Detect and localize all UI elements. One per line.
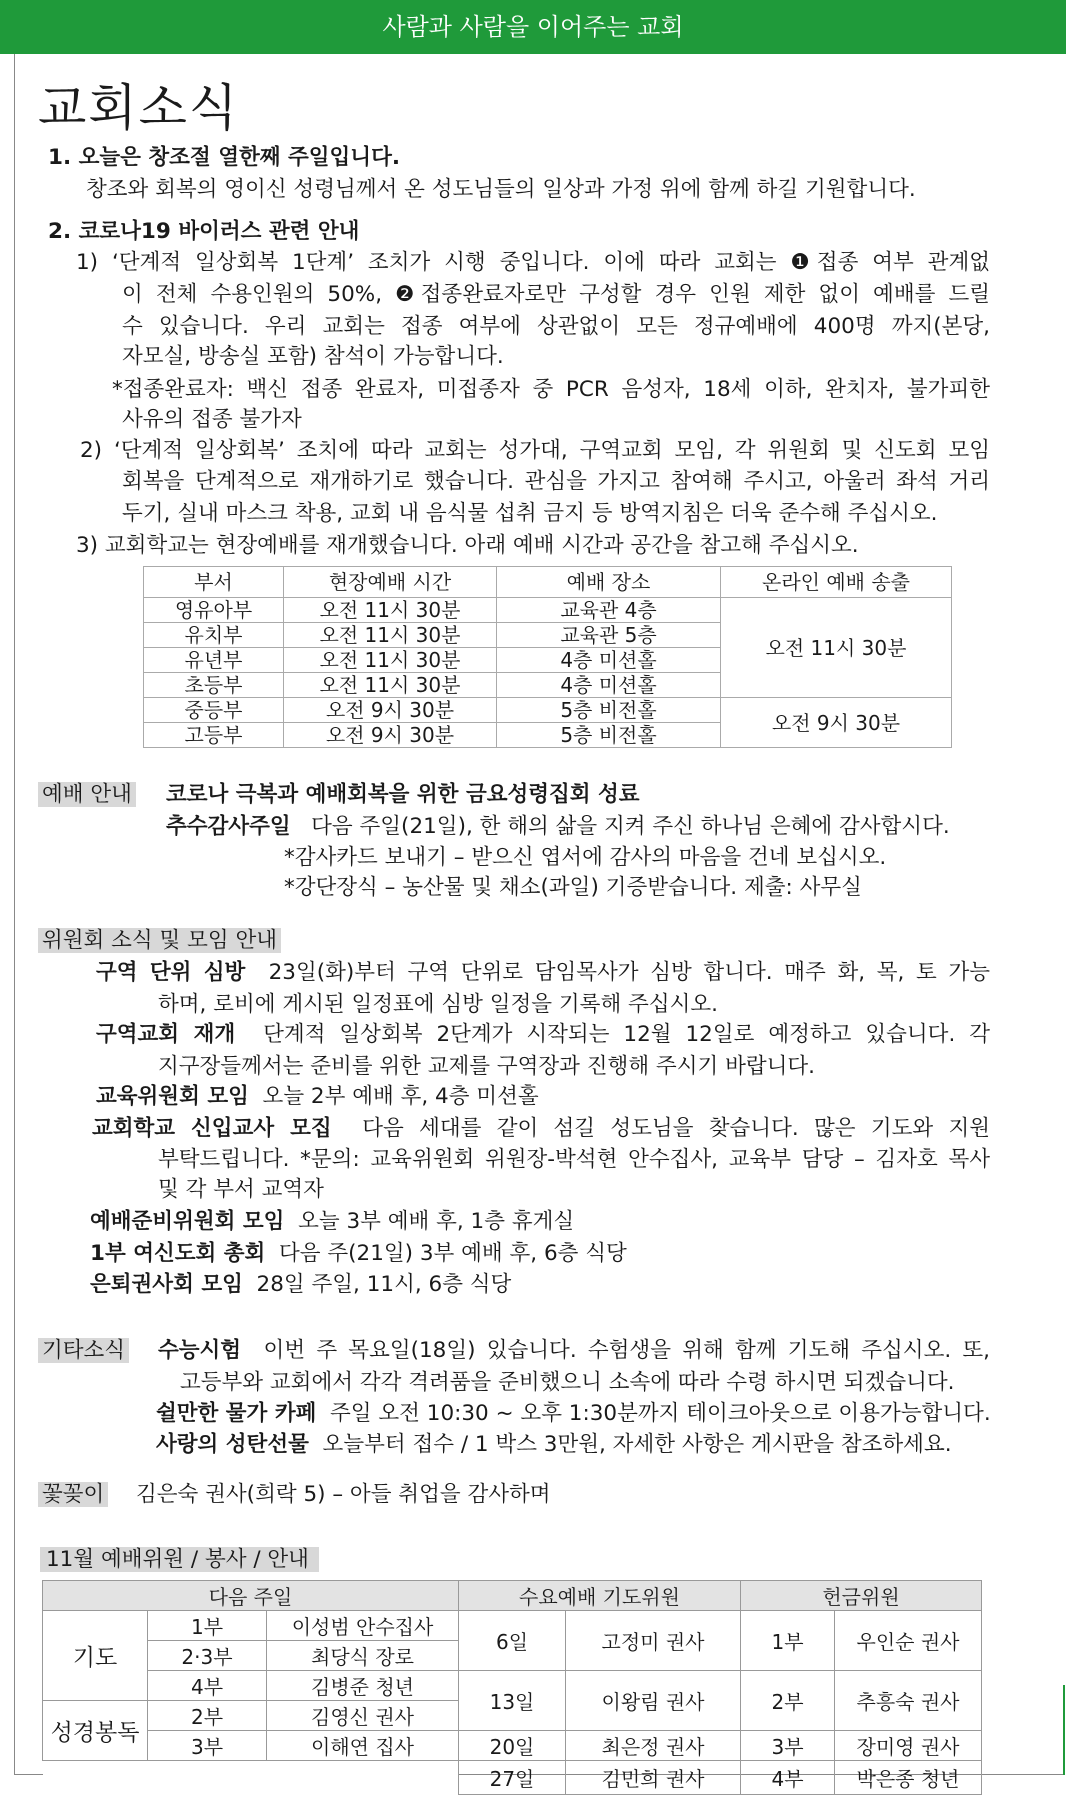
table-cell: 3부 [741, 1731, 835, 1761]
table-row [43, 1671, 982, 1701]
table-cell: 중등부 [144, 698, 284, 723]
table-cell: 1부 [148, 1611, 267, 1641]
worship-section-label: 예배 안내 [38, 782, 136, 807]
column-header: 다음 주일 [43, 1581, 459, 1611]
column-header: 예배 장소 [497, 567, 721, 598]
section-1-heading: 1. 오늘은 창조절 열한째 주일입니다. [48, 145, 401, 170]
table-cell: 오전 9시 30분 [284, 723, 497, 748]
committee-item-text: 다음 세대를 같이 섬길 성도님을 찾습니다. 많은 기도와 지원 [362, 1116, 990, 1141]
table-row [43, 1731, 982, 1761]
committee-item-label: 은퇴권사회 모임 [90, 1272, 243, 1297]
table-cell: 5층 비전홀 [497, 723, 721, 748]
thanksgiving-label: 추수감사주일 [166, 814, 291, 839]
header-banner: 사람과 사람을 이어주는 교회 [0, 0, 1066, 54]
s2-p1-line-3: 수 있습니다. 우리 교회는 접종 여부에 상관없이 모든 정규예배에 400명 까지(본당, [122, 314, 990, 339]
column-header: 수요예배 기도위원 [459, 1581, 741, 1611]
committee-item-2b: 지구장들께서는 준비를 위한 교제를 구역장과 진행해 주시기 바랍니다. [158, 1054, 815, 1079]
s2-p2-line-2: 회복을 단계적으로 재개하기로 했습니다. 관심을 가지고 참여해 주시고, 아울러 좌석 거리 [122, 469, 990, 494]
table-cell: 이왕림 권사 [566, 1671, 741, 1731]
etc-item-3 [156, 1430, 952, 1460]
etc-item-text: 주일 오전 10:30 ~ 오후 1:30분까지 테이크아웃으로 이용가능합니다. [330, 1401, 991, 1426]
table-row [43, 1611, 982, 1641]
table-cell: 이성범 안수집사 [267, 1611, 459, 1641]
roster-table [42, 1580, 982, 1795]
table-cell: 김민희 권사 [566, 1761, 741, 1795]
table-cell: 유치부 [144, 623, 284, 648]
group-cell: 기도 [43, 1611, 148, 1701]
etc-section-label: 기타소식 [38, 1338, 129, 1363]
table-cell: 오전 11시 30분 [284, 598, 497, 623]
table-cell: 오전 11시 30분 [284, 648, 497, 673]
committee-item-3 [96, 1082, 539, 1112]
committee-item-text: 23일(화)부터 구역 단위로 담임목사가 심방 합니다. 매주 화, 목, 토 가능 [268, 960, 990, 985]
committee-item-7 [90, 1270, 511, 1300]
s2-note-line-1: *접종완료자: 백신 접종 완료자, 미접종자 중 PCR 음성자, 18세 이하, 완치자, 불가피한 [112, 377, 990, 402]
committee-item-1b: 하며, 로비에 게시된 일정표에 심방 일정을 기록해 주십시오. [158, 992, 718, 1017]
table-header-row [43, 1581, 982, 1611]
frame-right-accent [1063, 1685, 1065, 1775]
s2-p1-line-2: 이 전체 수용인원의 50%, ❷접종완료자로만 구성할 경우 인원 제한 없이 예배를 드릴 [122, 282, 990, 307]
table-cell: 오전 11시 30분 [284, 673, 497, 698]
table-cell: 고정미 권사 [566, 1611, 741, 1671]
table-cell: 추흥숙 권사 [835, 1671, 982, 1731]
worship-line-1: 코로나 극복과 예배회복을 위한 금요성령집회 성료 [166, 782, 640, 807]
table-cell: 4부 [741, 1761, 835, 1795]
committee-item-6 [90, 1239, 627, 1269]
committee-item-text: 오늘 2부 예배 후, 4층 미션홀 [262, 1084, 539, 1109]
frame-left-border [14, 54, 15, 1774]
table-cell: 20일 [459, 1731, 566, 1761]
worship-line-3: *감사카드 보내기 – 받으신 엽서에 감사의 마음을 건네 보십시오. [284, 845, 887, 870]
table-cell: 최은정 권사 [566, 1731, 741, 1761]
table-cell: 박은종 청년 [835, 1761, 982, 1795]
online-time-cell: 오전 9시 30분 [721, 698, 952, 748]
committee-item-text: 다음 주(21일) 3부 예배 후, 6층 식당 [279, 1241, 627, 1266]
committee-item-1 [96, 958, 990, 988]
table-cell: 이해연 집사 [267, 1731, 459, 1761]
committee-item-label: 예배준비위원회 모임 [90, 1209, 285, 1234]
table-cell: 4부 [148, 1671, 267, 1701]
committee-section-label: 위원회 소식 및 모임 안내 [38, 928, 281, 953]
thanksgiving-text: 다음 주일(21일), 한 해의 삶을 지켜 주신 하나님 은혜에 감사합시다. [311, 814, 950, 839]
table-cell: 2부 [741, 1671, 835, 1731]
school-schedule-table [143, 566, 952, 748]
table-cell: 김영신 권사 [267, 1701, 459, 1731]
committee-item-label: 1부 여신도회 총회 [90, 1241, 266, 1266]
s2-p1-line-4: 자모실, 방송실 포함) 참석이 가능합니다. [122, 344, 504, 369]
table-cell: 2부 [148, 1701, 267, 1731]
online-time-cell: 오전 11시 30분 [721, 598, 952, 698]
page-title: 교회소식 [38, 79, 240, 137]
table-cell: 오전 9시 30분 [284, 698, 497, 723]
etc-item-label: 수능시험 [158, 1338, 242, 1363]
etc-item-text: 이번 주 목요일(18일) 있습니다. 수험생을 위해 함께 기도해 주십시오. 또, [263, 1338, 990, 1363]
table-cell: 영유아부 [144, 598, 284, 623]
committee-item-5 [90, 1207, 574, 1237]
table-cell: 오전 11시 30분 [284, 623, 497, 648]
table-cell: 초등부 [144, 673, 284, 698]
committee-item-4 [92, 1114, 990, 1144]
etc-item-2 [156, 1399, 991, 1429]
roster-title: 11월 예배위원 / 봉사 / 안내 [40, 1547, 319, 1572]
committee-item-text: 28일 주일, 11시, 6층 식당 [256, 1272, 512, 1297]
table-cell: 3부 [148, 1731, 267, 1761]
etc-item-label: 사랑의 성탄선물 [156, 1432, 309, 1457]
committee-item-4c: 및 각 부서 교역자 [158, 1177, 324, 1202]
table-cell: 4층 미션홀 [497, 648, 721, 673]
s2-note-line-2: 사유의 접종 불가자 [122, 407, 302, 432]
committee-item-label: 구역 단위 심방 [96, 960, 246, 985]
committee-item-text: 단계적 일상회복 2단계가 시작되는 12월 12일로 예정하고 있습니다. 각 [263, 1022, 991, 1047]
committee-item-label: 교회학교 신입교사 모집 [92, 1116, 332, 1141]
table-row [144, 598, 952, 623]
column-header: 부서 [144, 567, 284, 598]
section-1-body: 창조와 회복의 영이신 성령님께서 온 성도님들의 일상과 가정 위에 함께 하길 기원합니다. [86, 177, 916, 202]
committee-item-4b: 부탁드립니다. *문의: 교육위원회 위원장-박석현 안수집사, 교육부 담당 – 김자호 목사 [158, 1147, 990, 1172]
s2-p2-line-3: 두기, 실내 마스크 착용, 교회 내 음식물 섭취 금지 등 방역지침은 더욱 준수해 주십시오. [122, 501, 938, 526]
table-row [144, 698, 952, 723]
table-cell: 2·3부 [148, 1641, 267, 1671]
etc-item-text: 오늘부터 접수 / 1 박스 3만원, 자세한 사항은 게시판을 참조하세요. [322, 1432, 952, 1457]
table-cell: 13일 [459, 1671, 566, 1731]
s2-p3: 3) 교회학교는 현장예배를 재개했습니다. 아래 예배 시간과 공간을 참고해 주십시오. [76, 533, 859, 558]
etc-item-1b: 고등부와 교회에서 각각 격려품을 준비했으니 소속에 따라 수령 하시면 되겠습니다. [180, 1370, 955, 1395]
committee-item-label: 교육위원회 모임 [96, 1084, 249, 1109]
worship-line-4: *강단장식 – 농산물 및 채소(과일) 기증받습니다. 제출: 사무실 [284, 875, 862, 900]
etc-item-label: 쉴만한 물가 카페 [156, 1401, 317, 1426]
etc-item-1 [158, 1336, 990, 1366]
column-header: 현장예배 시간 [284, 567, 497, 598]
worship-line-2 [166, 812, 950, 842]
committee-item-label: 구역교회 재개 [96, 1022, 236, 1047]
table-cell: 5층 비전홀 [497, 698, 721, 723]
table-cell: 고등부 [144, 723, 284, 748]
section-2-heading: 2. 코로나19 바이러스 관련 안내 [48, 219, 360, 244]
flower-section-label: 꽃꽂이 [38, 1482, 108, 1507]
column-header: 헌금위원 [741, 1581, 982, 1611]
table-cell: 교육관 4층 [497, 598, 721, 623]
table-cell: 최당식 장로 [267, 1641, 459, 1671]
group-cell: 성경봉독 [43, 1701, 148, 1761]
committee-item-2 [96, 1020, 990, 1050]
s2-p2-line-1: 2) ‘단계적 일상회복’ 조치에 따라 교회는 성가대, 구역교회 모임, 각 위원회 및 신도회 모임 [80, 438, 990, 463]
table-cell: 1부 [741, 1611, 835, 1671]
table-cell: 장미영 권사 [835, 1731, 982, 1761]
flower-text: 김은숙 권사(희락 5) – 아들 취업을 감사하며 [136, 1482, 551, 1507]
table-cell: 4층 미션홀 [497, 673, 721, 698]
committee-item-text: 오늘 3부 예배 후, 1층 휴게실 [298, 1209, 575, 1234]
table-cell: 27일 [459, 1761, 566, 1795]
empty-cell [43, 1761, 459, 1795]
table-cell: 6일 [459, 1611, 566, 1671]
table-cell: 우인순 권사 [835, 1611, 982, 1671]
column-header: 온라인 예배 송출 [721, 567, 952, 598]
table-cell: 김병준 청년 [267, 1671, 459, 1701]
table-header-row [144, 567, 952, 598]
table-cell: 유년부 [144, 648, 284, 673]
table-cell: 교육관 5층 [497, 623, 721, 648]
table-row [43, 1761, 982, 1795]
s2-p1-line-1: 1) ‘단계적 일상회복 1단계’ 조치가 시행 중입니다. 이에 따라 교회는 ❶접종 여부 관계없 [76, 250, 990, 275]
